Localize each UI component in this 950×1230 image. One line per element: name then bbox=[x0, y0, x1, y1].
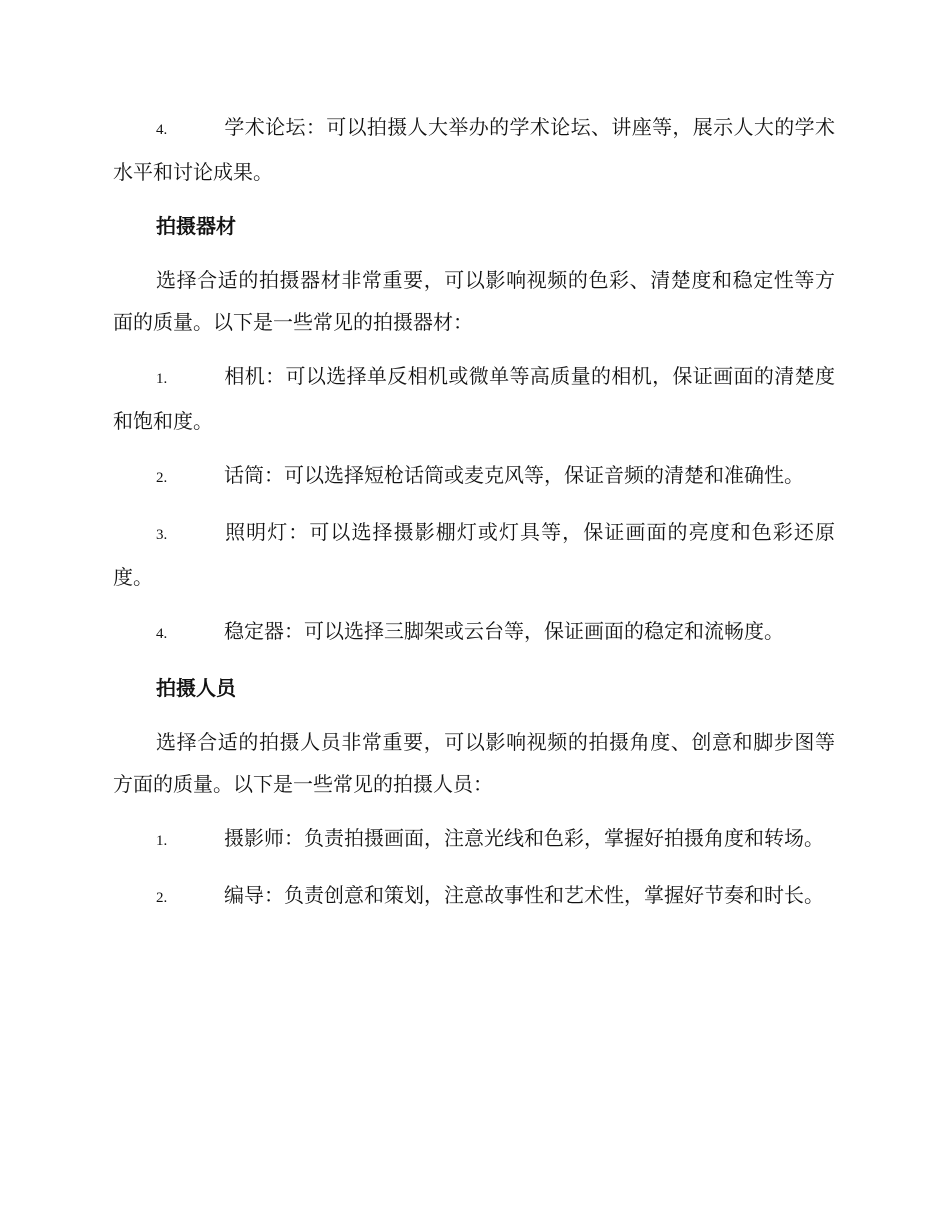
list-text: 相机：可以选择单反相机或微单等高质量的相机，保证画面的清楚度和饱和度。 bbox=[113, 364, 835, 433]
list-text: 照明灯：可以选择摄影棚灯或灯具等，保证画面的亮度和色彩还原度。 bbox=[113, 520, 835, 589]
document-page bbox=[113, 106, 835, 931]
list-number: 4. bbox=[156, 626, 168, 642]
section-heading-staff: 拍摄人员 bbox=[156, 676, 236, 700]
list-text: 稳定器：可以选择三脚架或云台等，保证画面的稳定和流畅度。 bbox=[224, 619, 784, 643]
list-text: 摄影师：负责拍摄画面，注意光线和色彩，掌握好拍摄角度和转场。 bbox=[224, 826, 824, 850]
list-number: 1. bbox=[156, 833, 168, 849]
list-number: 2. bbox=[156, 470, 168, 486]
equipment-intro-paragraph: 选择合适的拍摄器材非常重要，可以影响视频的色彩、清楚度和稳定性等方面的质量。以下是一些常见的拍摄器材： bbox=[113, 268, 835, 334]
list-text: 话筒：可以选择短枪话筒或麦克风等，保证音频的清楚和准确性。 bbox=[224, 463, 804, 487]
staff-intro-paragraph: 选择合适的拍摄人员非常重要，可以影响视频的拍摄角度、创意和脚步图等方面的质量。以下是一些常见的拍摄人员： bbox=[113, 730, 835, 796]
list-number: 3. bbox=[156, 527, 168, 543]
list-item-camera bbox=[113, 355, 835, 442]
list-text: 编导：负责创意和策划，注意故事性和艺术性，掌握好节奏和时长。 bbox=[224, 883, 824, 907]
list-item-photographer bbox=[113, 817, 835, 862]
list-number: 4. bbox=[156, 122, 168, 138]
list-item-lighting bbox=[113, 511, 835, 598]
list-number: 1. bbox=[156, 371, 168, 387]
list-item-microphone bbox=[113, 454, 835, 499]
list-item-academic-forum bbox=[113, 106, 835, 193]
list-item-stabilizer bbox=[113, 610, 835, 655]
list-number: 2. bbox=[156, 890, 168, 906]
list-item-director bbox=[113, 874, 835, 919]
list-text: 学术论坛：可以拍摄人大举办的学术论坛、讲座等，展示人大的学术水平和讨论成果。 bbox=[113, 115, 835, 184]
section-heading-equipment: 拍摄器材 bbox=[156, 214, 236, 238]
